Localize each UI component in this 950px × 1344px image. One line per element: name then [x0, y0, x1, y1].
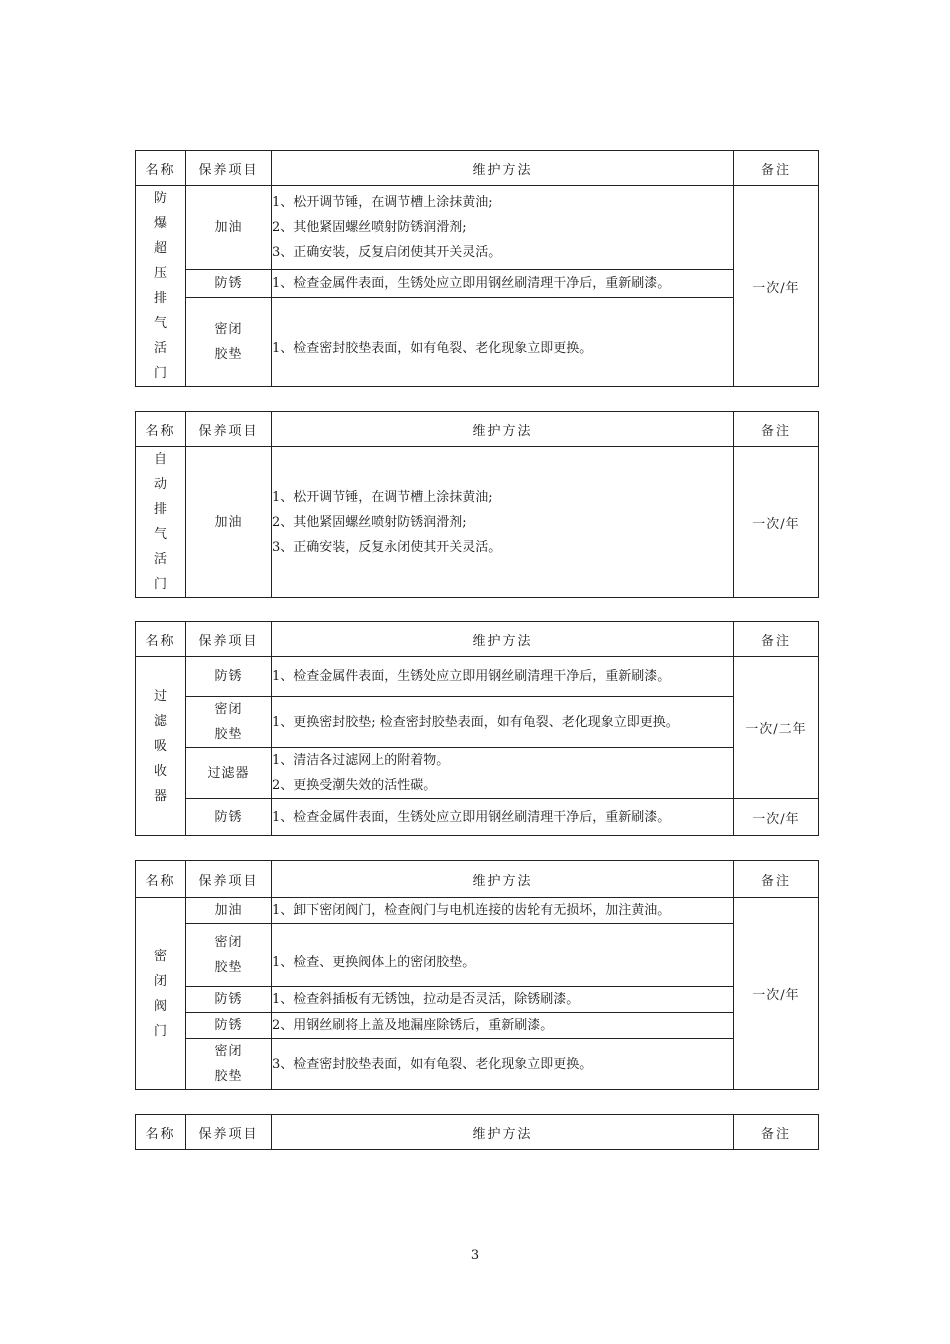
maintenance-method: 1、更换密封胶垫; 检查密封胶垫表面，如有龟裂、老化现象立即更换。 [272, 697, 734, 748]
equipment-name: 自 动 排 气 活 门 [136, 447, 186, 598]
page-number: 3 [470, 1248, 480, 1263]
table-row [136, 697, 819, 748]
remark-frequency: 一次/年 [734, 799, 819, 836]
maintenance-item: 密闭 胶垫 [186, 697, 272, 748]
table-row [136, 657, 819, 697]
table-row [136, 924, 819, 987]
table-row [136, 447, 819, 598]
remark-frequency: 一次/年 [734, 447, 819, 598]
header-method: 维护方法 [272, 622, 734, 657]
table-row [136, 186, 819, 270]
header-item: 保养项目 [186, 861, 272, 898]
maintenance-method: 1、检查斜插板有无锈蚀，拉动是否灵活，除锈刷漆。 [272, 987, 734, 1013]
header-method: 维护方法 [272, 1115, 734, 1150]
equipment-name: 密 闭 阀 门 [136, 898, 186, 1090]
header-item: 保养项目 [186, 1115, 272, 1150]
maintenance-table-3 [135, 621, 819, 836]
maintenance-method: 1、卸下密闭阀门，检查阀门与电机连接的齿轮有无损坏，加注黄油。 [272, 898, 734, 924]
header-name: 名称 [136, 622, 186, 657]
table-row [136, 898, 819, 924]
maintenance-item: 防锈 [186, 657, 272, 697]
table-row [136, 270, 819, 297]
table-row [136, 1039, 819, 1090]
table-row [136, 748, 819, 799]
header-remark: 备注 [734, 861, 819, 898]
table-row [136, 297, 819, 386]
maintenance-item: 过滤器 [186, 748, 272, 799]
header-item: 保养项目 [186, 151, 272, 186]
maintenance-method: 1、清洁各过滤网上的附着物。 2、更换受潮失效的活性碳。 [272, 748, 734, 799]
header-name: 名称 [136, 151, 186, 186]
remark-frequency: 一次/二年 [734, 657, 819, 799]
maintenance-method: 1、检查密封胶垫表面，如有龟裂、老化现象立即更换。 [272, 297, 734, 386]
table-header-row [136, 861, 819, 898]
maintenance-table-5 [135, 1114, 819, 1150]
maintenance-item: 密闭 胶垫 [186, 1039, 272, 1090]
maintenance-item: 防锈 [186, 799, 272, 836]
equipment-name: 防 爆 超 压 排 气 活 门 [136, 186, 186, 387]
maintenance-item: 加油 [186, 186, 272, 270]
maintenance-item: 加油 [186, 898, 272, 924]
table-header-row [136, 151, 819, 186]
maintenance-method: 1、检查、更换阀体上的密闭胶垫。 [272, 924, 734, 987]
header-remark: 备注 [734, 622, 819, 657]
header-item: 保养项目 [186, 412, 272, 447]
maintenance-item: 防锈 [186, 987, 272, 1013]
remark-frequency: 一次/年 [734, 186, 819, 387]
maintenance-method: 1、松开调节锤，在调节槽上涂抹黄油; 2、其他紧固螺丝喷射防锈润滑剂; 3、正确安装，反复启闭使其开关灵活。 [272, 186, 734, 270]
table-header-row [136, 412, 819, 447]
maintenance-method: 1、检查金属件表面，生锈处应立即用钢丝刷清理干净后，重新刷漆。 [272, 657, 734, 697]
maintenance-table-1 [135, 150, 819, 387]
table-header-row [136, 1115, 819, 1150]
header-name: 名称 [136, 1115, 186, 1150]
maintenance-table-2 [135, 411, 819, 598]
header-remark: 备注 [734, 151, 819, 186]
table-header-row [136, 622, 819, 657]
header-remark: 备注 [734, 1115, 819, 1150]
maintenance-method: 1、检查金属件表面，生锈处应立即用钢丝刷清理干净后，重新刷漆。 [272, 270, 734, 297]
header-method: 维护方法 [272, 861, 734, 898]
header-item: 保养项目 [186, 622, 272, 657]
maintenance-item: 密闭 胶垫 [186, 924, 272, 987]
maintenance-item: 防锈 [186, 1013, 272, 1039]
header-method: 维护方法 [272, 412, 734, 447]
maintenance-item: 密闭 胶垫 [186, 297, 272, 386]
remark-frequency: 一次/年 [734, 898, 819, 1090]
maintenance-table-4 [135, 860, 819, 1090]
maintenance-item: 防锈 [186, 270, 272, 297]
header-name: 名称 [136, 861, 186, 898]
header-method: 维护方法 [272, 151, 734, 186]
maintenance-item: 加油 [186, 447, 272, 598]
maintenance-method: 1、松开调节锤，在调节槽上涂抹黄油; 2、其他紧固螺丝喷射防锈润滑剂; 3、正确安装，反复永闭使其开关灵活。 [272, 447, 734, 598]
header-remark: 备注 [734, 412, 819, 447]
maintenance-method: 1、检查金属件表面，生锈处应立即用钢丝刷清理干净后，重新刷漆。 [272, 799, 734, 836]
maintenance-method: 3、检查密封胶垫表面，如有龟裂、老化现象立即更换。 [272, 1039, 734, 1090]
equipment-name: 过 滤 吸 收 器 [136, 657, 186, 836]
table-row [136, 1013, 819, 1039]
table-row [136, 987, 819, 1013]
header-name: 名称 [136, 412, 186, 447]
table-row [136, 799, 819, 836]
maintenance-method: 2、用钢丝刷将上盖及地漏座除锈后，重新刷漆。 [272, 1013, 734, 1039]
